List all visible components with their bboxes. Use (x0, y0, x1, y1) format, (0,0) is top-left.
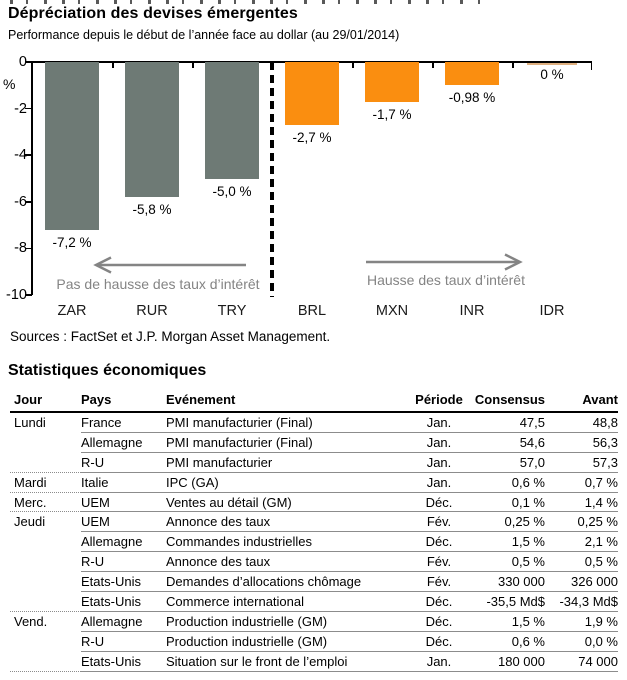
cell-evenement: Production industrielle (GM) (166, 631, 406, 651)
header-cell-periode: Période (406, 390, 472, 412)
table-row (10, 452, 618, 472)
bar-INR (445, 62, 499, 85)
category-label-MXN: MXN (375, 303, 409, 319)
cell-periode: Fév. (406, 552, 472, 572)
cell-jour (10, 631, 81, 651)
category-label-ZAR: ZAR (57, 303, 87, 319)
header-cell-jour: Jour (10, 390, 81, 412)
cell-evenement: Commerce international (166, 592, 406, 612)
y-tick-label: -2 (14, 100, 27, 117)
cell-periode: Déc. (406, 611, 472, 631)
cell-evenement: PMI manufacturier (Final) (166, 412, 406, 432)
cell-jour: Mardi (10, 472, 81, 492)
cell-periode: Fév. (406, 512, 472, 532)
cell-jour (10, 572, 81, 592)
x-tick (432, 62, 434, 68)
x-tick (352, 62, 354, 68)
table-row (10, 651, 618, 671)
cell-jour (10, 452, 81, 472)
category-label-RUR: RUR (136, 303, 168, 319)
cell-pays: Allemagne (81, 432, 166, 452)
cell-pays: R-U (81, 452, 166, 472)
category-label-INR: INR (459, 303, 485, 319)
cell-avant: 48,8 (545, 412, 618, 432)
x-tick (192, 62, 194, 68)
cell-periode: Déc. (406, 532, 472, 552)
cell-evenement: PMI manufacturier (166, 452, 406, 472)
cell-jour: Merc. (10, 492, 81, 512)
y-tick-label: -8 (14, 240, 27, 257)
table-title: Statistiques économiques (8, 362, 207, 379)
cell-avant: 74 000 (545, 651, 618, 671)
y-axis-unit-label: % (3, 76, 16, 92)
cell-consensus: 0,6 % (472, 631, 545, 651)
cell-avant: 1,4 % (545, 492, 618, 512)
bar-TRY (205, 62, 259, 179)
cell-evenement: Production industrielle (GM) (166, 611, 406, 631)
cell-consensus: 1,5 % (472, 532, 545, 552)
cell-evenement: Demandes d’allocations chômage (166, 572, 406, 592)
cell-avant: 0,5 % (545, 552, 618, 572)
table-row (10, 552, 618, 572)
bar-RUR (125, 62, 179, 197)
header-cell-evenement: Evénement (166, 390, 406, 412)
value-label-IDR: 0 % (540, 67, 564, 82)
cell-evenement: Annonce des taux (166, 512, 406, 532)
value-label-BRL: -2,7 % (292, 129, 332, 145)
header-cell-consensus: Consensus (472, 390, 545, 412)
bar-IDR (527, 63, 577, 65)
cell-avant: 0,25 % (545, 512, 618, 532)
cell-periode: Jan. (406, 472, 472, 492)
cell-evenement: Annonce des taux (166, 552, 406, 572)
table-row (10, 572, 618, 592)
table-row (10, 512, 618, 532)
category-label-BRL: BRL (297, 303, 327, 319)
bar-BRL (285, 62, 339, 125)
table-row (10, 611, 618, 631)
cell-periode: Jan. (406, 412, 472, 432)
cell-pays: Italie (81, 472, 166, 492)
cell-consensus: 180 000 (472, 651, 545, 671)
cell-avant: 0,7 % (545, 472, 618, 492)
cell-consensus: 54,6 (472, 432, 545, 452)
cell-avant: 2,1 % (545, 532, 618, 552)
table-row (10, 432, 618, 452)
y-axis-line (31, 62, 33, 295)
cell-evenement: IPC (GA) (166, 472, 406, 492)
table-row (10, 492, 618, 512)
cell-pays: Etats-Unis (81, 592, 166, 612)
cell-pays: R-U (81, 631, 166, 651)
value-label-ZAR: -7,2 % (52, 234, 92, 250)
cell-consensus: 47,5 (472, 412, 545, 432)
cell-avant: -34,3 Md$ (545, 592, 618, 612)
group-divider-dashed-line (270, 62, 275, 297)
value-label-MXN: -1,7 % (372, 106, 412, 122)
cell-periode: Fév. (406, 572, 472, 592)
cell-pays: Etats-Unis (81, 651, 166, 671)
cell-consensus: 0,25 % (472, 512, 545, 532)
cell-periode: Déc. (406, 492, 472, 512)
table-row (10, 412, 618, 432)
y-tick-label: 0 (18, 54, 27, 70)
cell-evenement: Ventes au détail (GM) (166, 492, 406, 512)
cell-avant: 57,3 (545, 452, 618, 472)
cell-jour: Vend. (14, 613, 48, 629)
bar-chart (0, 0, 627, 332)
cell-periode: Déc. (406, 631, 472, 651)
cell-evenement: PMI manufacturier (Final) (166, 432, 406, 452)
cell-jour: Jeudi (14, 514, 46, 530)
cell-avant: 0,0 % (545, 631, 618, 651)
cell-avant: 1,9 % (545, 611, 618, 631)
cell-jour (10, 592, 81, 612)
cell-jour (10, 651, 81, 671)
category-label-TRY: TRY (217, 303, 247, 319)
cell-consensus: 1,5 % (472, 611, 545, 631)
cell-jour: Lundi (14, 414, 46, 430)
cell-evenement: Commandes industrielles (166, 532, 406, 552)
cell-periode: Déc. (406, 592, 472, 612)
cell-consensus: 330 000 (472, 572, 545, 592)
cell-pays: Allemagne (81, 611, 166, 631)
cell-consensus: 57,0 (472, 452, 545, 472)
y-tick-label: -4 (14, 147, 27, 164)
cell-evenement: Situation sur le front de l’emploi (166, 651, 406, 671)
x-tick (112, 62, 114, 68)
bar-ZAR (45, 62, 99, 230)
table-row (10, 472, 618, 492)
cell-pays: UEM (81, 492, 166, 512)
cell-pays: Allemagne (81, 532, 166, 552)
cell-avant: 56,3 (545, 432, 618, 452)
cell-pays: UEM (81, 512, 166, 532)
cell-consensus: 0,5 % (472, 552, 545, 572)
value-label-TRY: -5,0 % (212, 183, 252, 199)
cell-periode: Jan. (406, 452, 472, 472)
table-row (10, 631, 618, 651)
stats-table (10, 390, 618, 672)
cell-jour (10, 552, 81, 572)
header-cell-avant: Avant (545, 390, 618, 412)
cell-consensus: 0,6 % (472, 472, 545, 492)
cell-jour (10, 432, 81, 452)
header-cell-pays: Pays (81, 390, 166, 412)
cell-periode: Jan. (406, 432, 472, 452)
y-tick-label: -10 (6, 287, 27, 303)
cell-periode: Jan. (406, 651, 472, 671)
cell-pays: R-U (81, 552, 166, 572)
cell-pays: France (81, 412, 166, 432)
cell-pays: Etats-Unis (81, 572, 166, 592)
table-row (10, 532, 618, 552)
sources-note: Sources : FactSet et J.P. Morgan Asset Management. (10, 329, 331, 344)
y-tick-label: -6 (14, 193, 27, 210)
cell-avant: 326 000 (545, 572, 618, 592)
table-header-row (10, 390, 618, 412)
annotation-no-rate-hike: Pas de hausse des taux d’intérêt (56, 276, 260, 292)
cell-jour (10, 532, 81, 552)
table-row (10, 592, 618, 612)
annotation-rate-hike: Hausse des taux d’intérêt (367, 272, 525, 288)
bar-MXN (365, 62, 419, 102)
category-label-IDR: IDR (539, 303, 565, 319)
cell-consensus: 0,1 % (472, 492, 545, 512)
value-label-INR: -0,98 % (448, 89, 496, 105)
chart-subtitle: Performance depuis le début de l’année face au dollar (au 29/01/2014) (8, 28, 400, 42)
cell-consensus: -35,5 Md$ (472, 592, 545, 612)
value-label-RUR: -5,8 % (132, 202, 172, 218)
chart-title: Dépréciation des devises émergentes (8, 5, 298, 22)
